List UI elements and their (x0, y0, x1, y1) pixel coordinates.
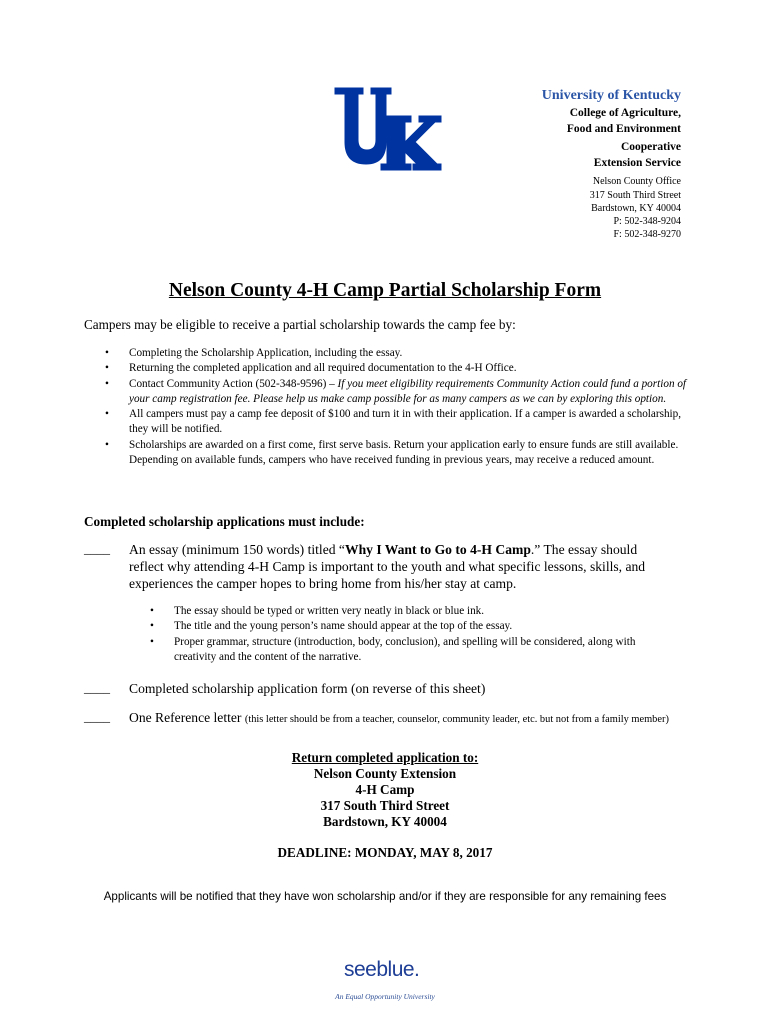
letterhead-service-1: Cooperative (620, 141, 681, 153)
list-item: • The title and the young person’s name should appear at the top of the essay. (174, 619, 674, 634)
deadline: DEADLINE: MONDAY, MAY 8, 2017 (277, 845, 493, 860)
return-line: 317 South Third Street (320, 798, 450, 813)
return-heading: Return completed application to: (291, 750, 479, 765)
reference-requirement (129, 709, 674, 727)
list-item: • Returning the completed application and all required documentation to the 4-H Office. (129, 361, 689, 376)
reference-note: (this letter should be from a teacher, counselor, community leader, etc. but not from a family member) (244, 714, 669, 725)
essay-text: An essay (minimum 150 words) titled “ (129, 542, 345, 557)
list-item-contact (129, 377, 689, 408)
eligibility-list (129, 346, 689, 468)
svg-text:®: ® (431, 162, 438, 172)
letterhead-city: Bardstown, KY 40004 (591, 203, 681, 214)
contact-text: Contact Community Action (502-348-9596) – (129, 377, 338, 390)
letterhead-college-1: College of Agriculture, (569, 107, 681, 119)
essay-text-2: .” The essay should reflect why attending 4-H Camp is important to the youth and what specific lessons, skills, and experiences the camper hopes to bring home from his/her stay at camp. (129, 542, 646, 591)
return-line: Nelson County Extension (313, 766, 457, 781)
application-form-requirement: Completed scholarship application form (on reverse of this sheet) (129, 681, 486, 696)
notice-text: Applicants will be notified that they have won scholarship and/or if they are responsible for any remaining fees (103, 890, 667, 903)
reference-text: One Reference letter (129, 710, 245, 725)
return-line: 4-H Camp (355, 782, 415, 797)
list-item: • Completing the Scholarship Application, including the essay. (129, 346, 689, 361)
return-line: Bardstown, KY 40004 (323, 814, 447, 829)
letterhead-street: 317 South Third Street (589, 190, 681, 201)
letterhead-fax: F: 502-348-9270 (613, 229, 681, 240)
list-item: • Scholarships are awarded on a first come, first serve basis. Return your application early to ensure funds are still available. Depending on available funds, campers who have received funding in previous years, may receive a reduced amount. (129, 438, 689, 469)
letterhead-phone: P: 502-348-9204 (613, 216, 681, 227)
checkbox-blank[interactable]: ____ (84, 709, 110, 724)
checkbox-blank[interactable]: ____ (84, 680, 110, 695)
essay-requirement (129, 541, 674, 592)
list-item: • All campers must pay a camp fee deposit of $100 and turn it in with their application. If a camper is awarded a scholarship, they will be notified. (129, 407, 689, 438)
list-item: • Proper grammar, structure (introduction, body, conclusion), and spelling will be considered, along with creativity and the content of the narrative. (174, 635, 674, 666)
seeblue-logo: seeblue. (344, 958, 420, 981)
page-title: Nelson County 4-H Camp Partial Scholarship Form (168, 280, 602, 301)
essay-guidelines (174, 604, 674, 665)
letterhead-office: Nelson County Office (592, 176, 681, 187)
checkbox-blank[interactable]: ____ (84, 541, 110, 556)
essay-title: Why I Want to Go to 4-H Camp (344, 542, 531, 557)
contact-italic-text: If you meet eligibility requirements Community Action could fund a portion of your camp registration fee. Please help us make camp possible for as many campers as we can by exploring this option. (129, 377, 687, 405)
equal-opportunity-text: An Equal Opportunity University (335, 992, 435, 1001)
list-item: • The essay should be typed or written very neatly in black or blue ink. (174, 604, 674, 619)
must-include-heading: Completed scholarship applications must include: (84, 514, 365, 529)
return-block (0, 750, 770, 830)
letterhead-university: University of Kentucky (541, 88, 681, 103)
letterhead-service-2: Extension Service (593, 157, 681, 169)
uk-logo (333, 86, 445, 172)
letterhead-college-2: Food and Environment (566, 123, 681, 135)
intro-text: Campers may be eligible to receive a partial scholarship towards the camp fee by: (84, 317, 516, 332)
